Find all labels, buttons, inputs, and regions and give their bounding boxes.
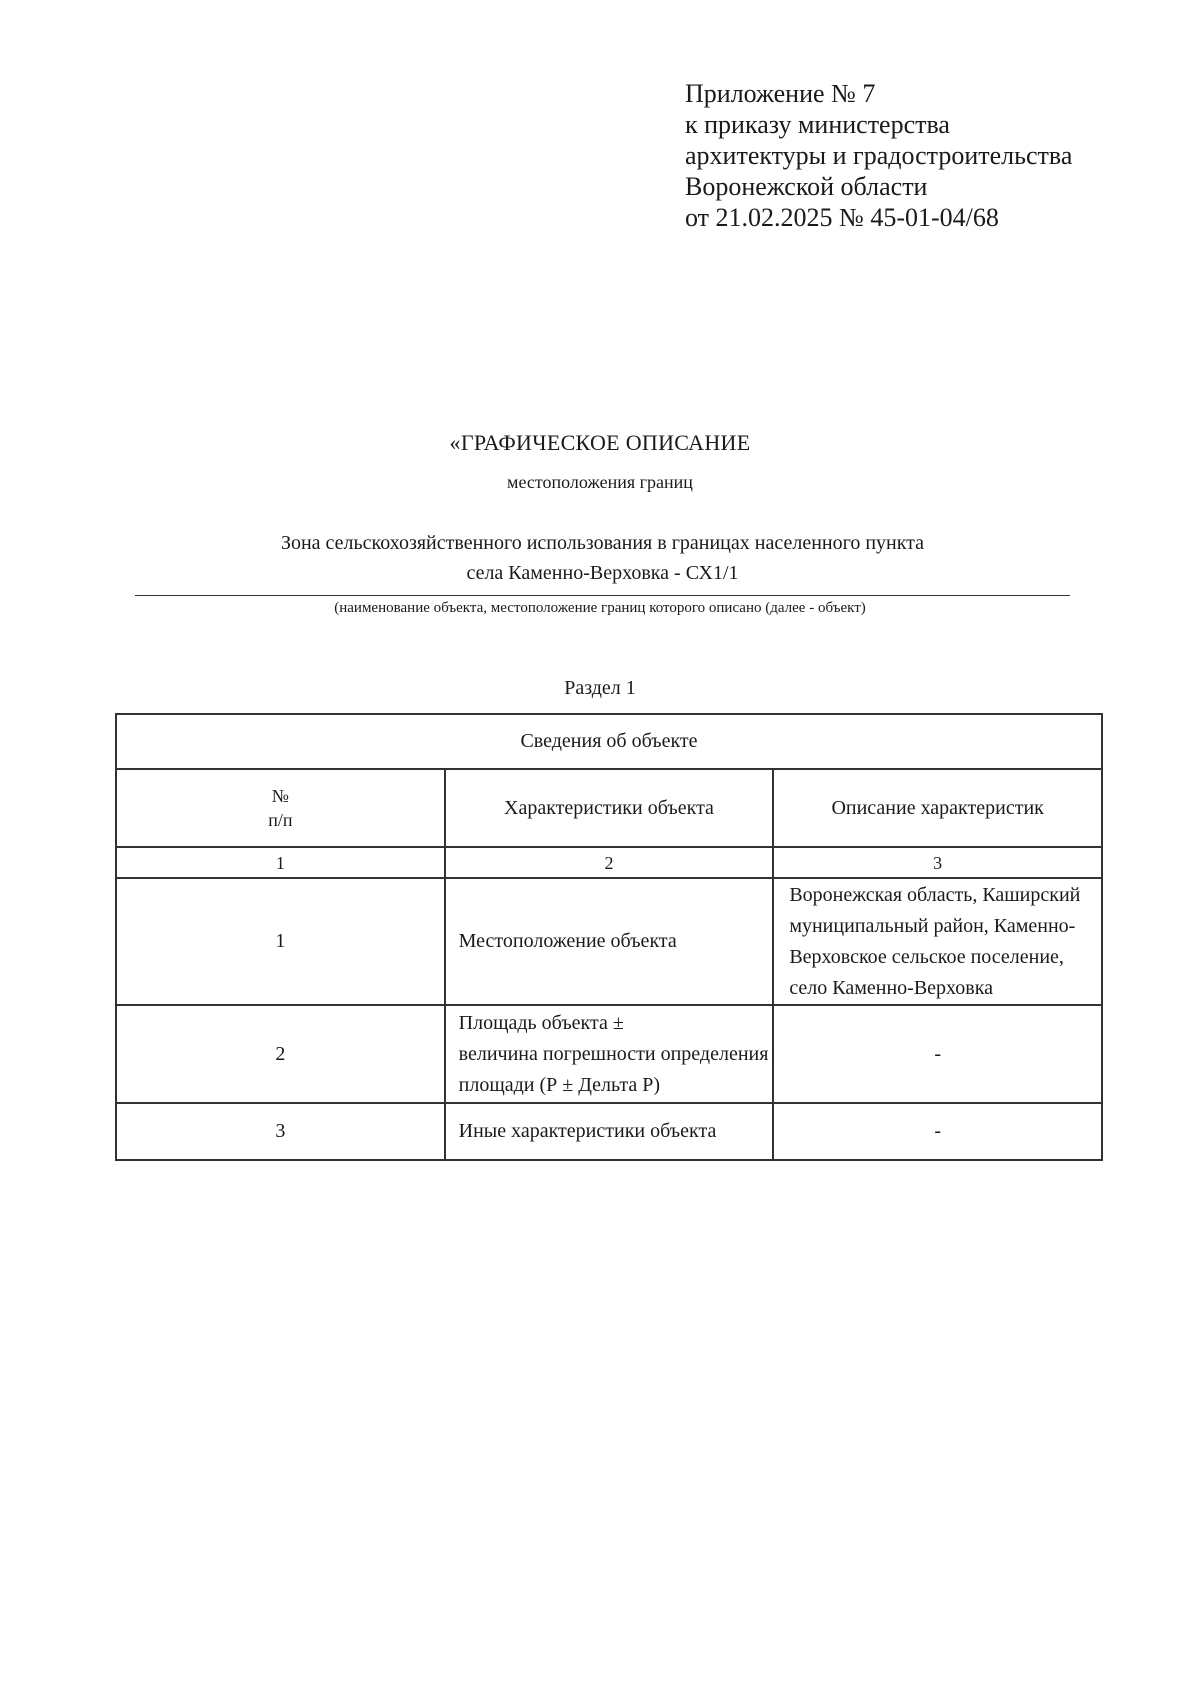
row-number: 3 [116,1103,445,1160]
characteristic-line: величина погрешности определения [458,1042,769,1065]
header-number [116,769,445,847]
row-characteristic [445,1005,774,1103]
row-characteristic: Местоположение объекта [445,878,774,1005]
row-characteristic: Иные характеристики объекта [445,1103,774,1160]
appendix-line: от 21.02.2025 № 45-01-04/68 [685,203,999,232]
object-name-line: Зона сельскохозяйственного использования в границах населенного пункта [280,532,925,554]
row-description: - [773,1103,1102,1160]
object-info-table [115,713,1103,1161]
object-name [135,528,1070,588]
description-line: Воронежская область, Каширский [789,883,1081,906]
description-line: село Каменно-Верховка [789,976,994,999]
appendix-line: к приказу министерства [685,110,950,139]
appendix-line: архитектуры и градостроительства [685,141,1073,170]
row-number: 2 [116,1005,445,1103]
row-number: 1 [116,878,445,1005]
table-index-row [116,847,1102,878]
header-number-line: п/п [268,810,293,830]
index-cell: 3 [773,847,1102,878]
table-row [116,1103,1102,1160]
row-description: - [773,1005,1102,1103]
table-row [116,878,1102,1005]
characteristic-line: площади (Р ± Дельта Р) [458,1073,661,1096]
index-cell: 1 [116,847,445,878]
row-description [773,878,1102,1005]
appendix-block [685,78,1072,233]
document-title: «ГРАФИЧЕСКОЕ ОПИСАНИЕ [449,430,751,455]
description-line: муниципальный район, Каменно- [789,914,1076,937]
document-subtitle: местоположения границ [507,472,693,492]
characteristic-line: Площадь объекта ± [458,1011,624,1034]
table-header-row [116,769,1102,847]
appendix-line: Воронежской области [685,172,928,201]
underline-divider [135,595,1070,596]
header-characteristics: Характеристики объекта [445,769,774,847]
object-name-line: села Каменно-Верховка - СХ1/1 [466,562,739,584]
appendix-line: Приложение № 7 [685,79,876,108]
description-line: Верховское сельское поселение, [789,945,1064,968]
section-label: Раздел 1 [564,677,636,699]
index-cell: 2 [445,847,774,878]
table-caption: Сведения об объекте [116,714,1102,769]
table-row [116,1005,1102,1103]
header-description: Описание характеристик [773,769,1102,847]
header-number-line: № [271,786,289,806]
object-caption: (наименование объекта, местоположение границ которого описано (далее - объект) [334,600,866,616]
